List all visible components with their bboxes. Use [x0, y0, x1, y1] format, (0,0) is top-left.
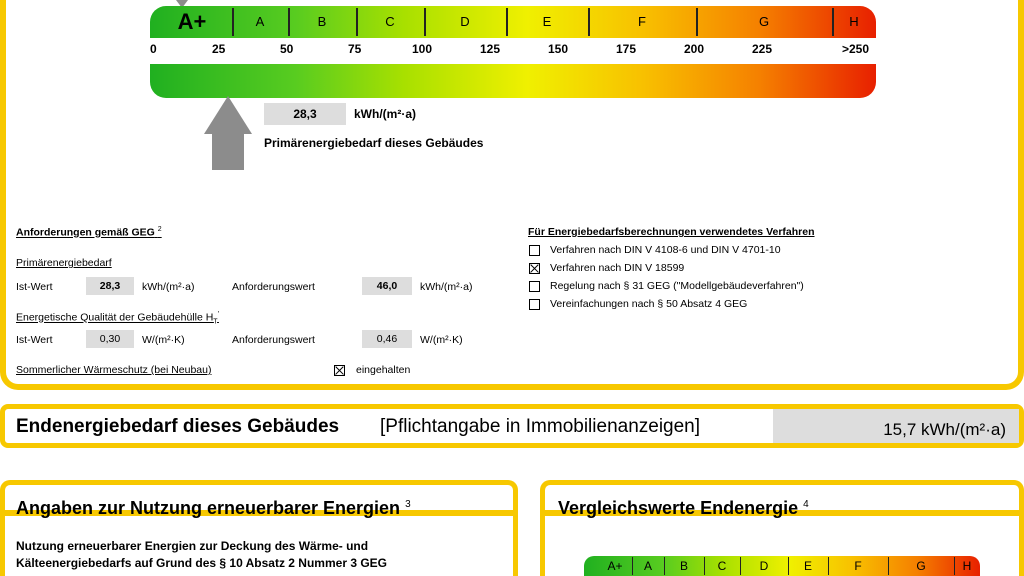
scale-tick-label: >250	[842, 42, 870, 56]
comparison-grade: G	[916, 559, 926, 573]
efficiency-gradient-bar	[150, 64, 876, 98]
method-checkbox-icon	[529, 281, 540, 292]
scale-tick-label: 225	[752, 42, 773, 56]
summer-protection-label: Sommerlicher Wärmeschutz (bei Neubau)	[16, 364, 212, 376]
end-energy-value: 15,7 kWh/(m²·a)	[883, 420, 1006, 439]
requirement-value-label: Anforderungswert	[232, 281, 315, 293]
scale-tick-label: 25	[212, 42, 226, 56]
comparison-grade: A	[643, 559, 652, 573]
comparison-grade: H	[962, 559, 972, 573]
ist-value-2-label: Ist-Wert	[16, 334, 53, 346]
renewables-text-line-2: Kälteenergiebedarfs auf Grund des § 10 Absatz 2 Nummer 3 GEG	[16, 556, 388, 570]
grade-d: D	[460, 14, 470, 29]
method-checkbox-checked-icon	[529, 263, 540, 274]
scale-tick-label: 200	[684, 42, 705, 56]
ist-value-2: 0,30	[86, 330, 134, 348]
method-item: Regelung nach § 31 GEG ("Modellgebäudeverfahren")	[550, 280, 804, 292]
primary-energy-label: Primärenergiebedarf dieses Gebäudes	[264, 136, 484, 150]
end-energy-subtitle: [Pflichtangabe in Immobilienanzeigen]	[380, 416, 701, 437]
methods-heading: Für Energiebedarfsberechnungen verwendetes Verfahren	[528, 226, 815, 238]
method-checkbox-icon	[529, 299, 540, 310]
ist-value: 28,3	[86, 277, 134, 295]
scale-tick-label: 100	[412, 42, 433, 56]
grade-e: E	[542, 14, 552, 29]
primary-energy-unit: kWh/(m²·a)	[354, 107, 416, 121]
scale-tick-label: 150	[548, 42, 569, 56]
requirements-heading: Anforderungen gemäß GEG $^2$	[16, 226, 162, 239]
method-item: Verfahren nach DIN V 18599	[550, 262, 685, 274]
renewables-text-line-1: Nutzung erneuerbarer Energien zur Deckung des Wärme- und	[16, 539, 369, 553]
grade-h: H	[849, 14, 859, 29]
comparison-grade: B	[679, 559, 688, 573]
grade-c: C	[385, 14, 395, 29]
scale-tick-label: 0	[150, 42, 157, 56]
requirement-value-2: 0,46	[362, 330, 412, 348]
end-energy-title: Endenergiebedarf dieses Gebäudes	[16, 416, 340, 437]
comparison-grade: F	[854, 559, 862, 573]
building-value-arrow-icon	[204, 96, 252, 134]
building-value-arrow-shaft	[212, 134, 244, 170]
comparison-grade: C	[717, 559, 727, 573]
comparison-grade: D	[759, 559, 769, 573]
scale-tick-label: 125	[480, 42, 501, 56]
ist-value-2-unit: W/(m²·K)	[142, 334, 185, 346]
requirement-value-2-unit: W/(m²·K)	[420, 334, 463, 346]
envelope-quality-heading: Energetische Qualität der Gebäudehülle $H_T'$	[16, 311, 219, 326]
grade-a: A	[255, 14, 265, 29]
scale-tick-label: 175	[616, 42, 637, 56]
primary-energy-heading: Primärenergiebedarf	[16, 257, 112, 269]
comparison-grade: E	[803, 559, 812, 573]
grade-f: F	[638, 14, 646, 29]
grade-b: B	[317, 14, 327, 29]
renewables-title: Angaben zur Nutzung erneuerbarer Energien $^3$	[16, 498, 411, 518]
summer-protection-checkbox-icon	[334, 365, 345, 376]
comparison-title: Vergleichswerte Endenergie $^4$	[558, 498, 809, 518]
method-checkbox-icon	[529, 245, 540, 256]
requirement-value-2-label: Anforderungswert	[232, 334, 315, 346]
method-item: Vereinfachungen nach § 50 Absatz 4 GEG	[550, 298, 748, 310]
ist-value-label: Ist-Wert	[16, 281, 53, 293]
ist-value-unit: kWh/(m²·a)	[142, 281, 195, 293]
grade-g: G	[758, 14, 770, 29]
scale-tick-label: 50	[280, 42, 294, 56]
requirement-value-unit: kWh/(m²·a)	[420, 281, 473, 293]
method-item: Verfahren nach DIN V 4108-6 und DIN V 4701-10	[550, 244, 781, 256]
grade-a-plus: A+	[177, 9, 207, 34]
requirement-value: 46,0	[362, 277, 412, 295]
summer-protection-value: eingehalten	[356, 364, 411, 376]
primary-energy-value: 28,3	[264, 103, 346, 125]
comparison-grade: A+	[607, 559, 623, 573]
scale-tick-label: 75	[348, 42, 362, 56]
